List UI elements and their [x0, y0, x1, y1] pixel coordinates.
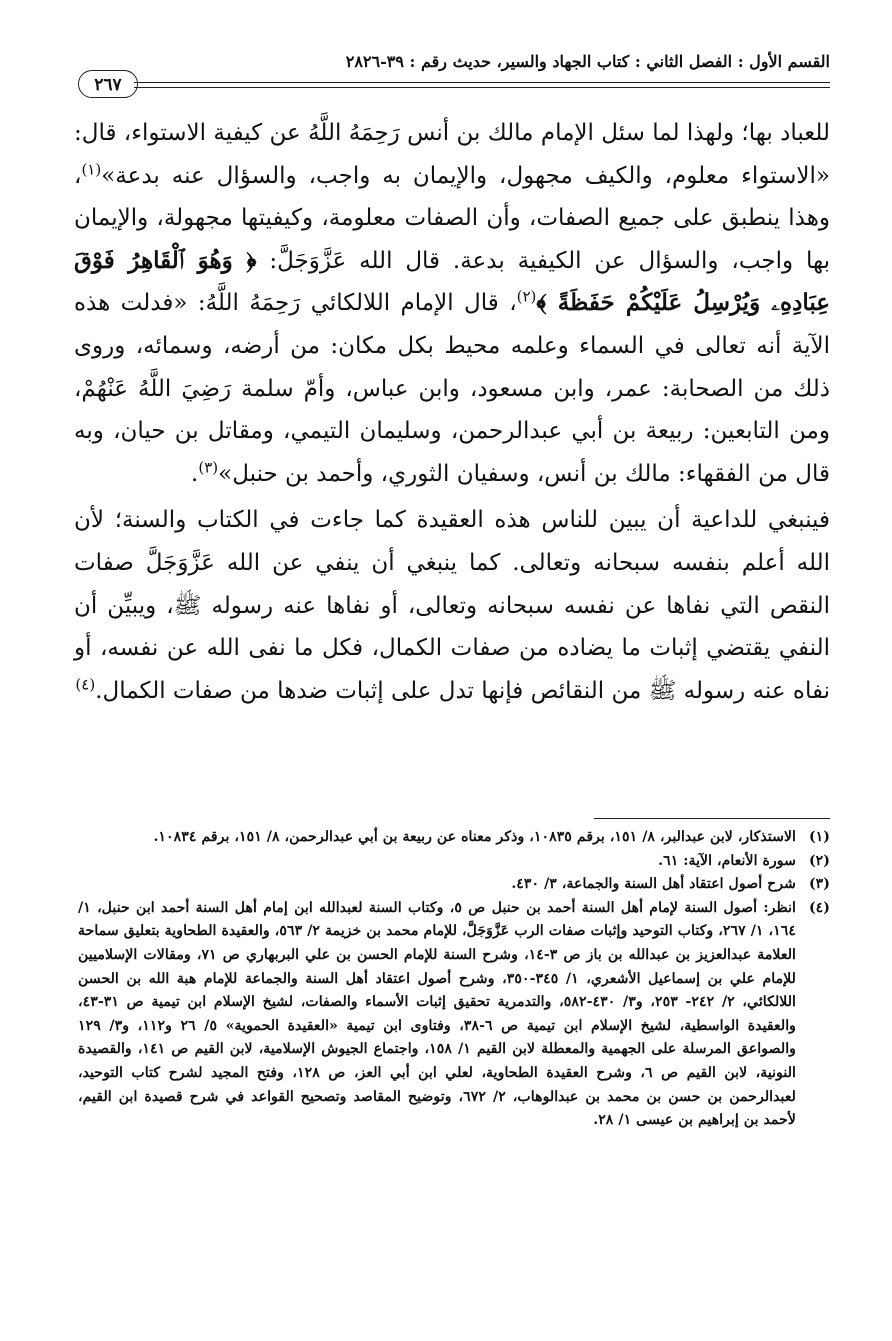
page-number: ٢٦٧	[78, 70, 138, 98]
footnote-ref-3[interactable]: (٣)	[198, 458, 219, 477]
footnote-text: شرح أصول اعتقاد أهل السنة والجماعة، ٣/ ٤٣٠.	[511, 876, 796, 893]
footnote-number: (٤)	[808, 899, 830, 916]
paragraph-1	[74, 112, 830, 495]
footnote-ref-2[interactable]: (٢)	[516, 287, 537, 306]
footnote-2	[78, 850, 830, 874]
footnote-4	[78, 897, 830, 1133]
footnote-text: سورة الأنعام، الآية: ٦١.	[658, 852, 796, 869]
header-rule	[134, 82, 830, 83]
paragraph-text: فينبغي للداعية أن يبين للناس هذه العقيدة كما جاءت في الكتاب والسنة؛ لأن الله أعلم بنفسه سبحانه وتعالى. كما ينبغي أن ينفي عن الله عَزَّوَجَلَّ صفات النقص التي نفاها عن نفسه سبحانه وتعالى، أو نفاها عنه رسوله ﷺ، ويبيِّن أن النفي يقتضي إثبات ما يضاده من صفات الكمال، فكل ما نفى الله عن نفسه، أو نفاه عنه رسوله ﷺ من النقائص فإنها تدل على إثبات ضدها من صفات الكمال.	[74, 507, 830, 704]
running-header	[78, 52, 830, 100]
footnote-number: (٢)	[808, 852, 830, 869]
footnote-ref-4[interactable]: (٤)	[75, 675, 96, 694]
header-rule-double	[134, 87, 830, 88]
footnote-ref-1[interactable]: (١)	[81, 159, 102, 178]
paragraph-text: .	[191, 460, 199, 487]
footnote-number: (١)	[808, 829, 830, 845]
running-title: القسم الأول : الفصل الثاني : كتاب الجهاد والسير، حديث رقم : ٣٩-٢٨٢٦	[345, 52, 830, 71]
paragraph-text: ، قال الإمام اللالكائي رَحِمَهُ اللَّهُ: «فدلت هذه الآية أنه تعالى في السماء وعلمه محيط بكل مكان: من أرضه، وسمائه، وروى ذلك من الصحابة: عمر، وابن مسعود، وابن عباس، وأمّ سلمة رَضِيَ اللَّهُ عَنْهُمْ، ومن التابعين: ربيعة بن أبي عبدالرحمن، وسليمان التيمي، ومقاتل بن حيان، وبه قال من الفقهاء: مالك بن أنس، وسفيان الثوري، وأحمد بن حنبل»	[74, 290, 830, 487]
footnote-text: الاستذكار، لابن عبدالبر، ٨/ ١٥١، برقم ١٠٨٣٥، وذكر معناه عن ربيعة بن أبي عبدالرحمن، ٨/ ١٥١، برقم ١٠٨٣٤.	[153, 829, 796, 845]
paragraph-text: للعباد بها؛ ولهذا لما سئل الإمام مالك بن أنس رَحِمَهُ اللَّهُ عن كيفية الاستواء، قال: «الاستواء معلوم، والكيف مجهول، والإيمان به واجب، والسؤال عنه بدعة»	[74, 120, 830, 189]
footnotes	[78, 826, 830, 1133]
paragraph-2	[74, 499, 830, 712]
footnote-separator	[594, 818, 830, 819]
paragraph-text: ، وهذا ينطبق على جميع الصفات، وأن الصفات معلومة، وكيفيتها مجهولة، والإيمان بها واجب، والسؤال عن الكيفية بدعة. قال الله عَزَّوَجَلَّ:	[74, 162, 831, 274]
footnote-1	[78, 826, 830, 850]
footnote-text: انظر: أصول السنة لإمام أهل السنة أحمد بن حنبل ص ٥، وكتاب السنة لعبدالله ابن إمام أهل السنة أحمد ابن حنبل، ١/ ١٦٤، ١/ ٢٦٧، وكتاب التوحيد وإثبات صفات الرب عَزَّوَجَلَّ، للإمام محمد بن خزيمة ٢/ ٥٦٣، والعقيدة الطحاوية بتعليق سماحة العلامة عبدالعزيز بن عبدالله بن باز ص ٣-١٤، وشرح السنة للإمام الحسن بن علي البربهاري ص ٧١، ومقالات الإسلاميين للإمام علي بن إسماعيل الأشعري، ١/ ٣٤٥-٣٥٠، وشرح أصول اعتقاد أهل السنة والجماعة للإمام هبة الله بن الحسن اللالكائي، ٢/ ٢٤٢- ٢٥٣، و٣/ ٤٣٠-٥٨٢، والتدمرية تحقيق إثبات الأسماء والصفات، لشيخ الإسلام ابن تيمية ص ٣١-٤٣، والعقيدة الواسطية، لشيخ الإسلام ابن تيمية ص ٦-٣٨، وفتاوى ابن تيمية «العقيدة الحموية» ٥/ ٢٦ و١١٢، و٣/ ١٢٩ والصواعق المرسلة على الجهمية والمعطلة لابن القيم ١/ ١٥٨، واجتماع الجيوش الإسلامية، لابن القيم ص ١٤١، والقصيدة النونية، لابن القيم ص ٦، وشرح العقيدة الطحاوية، لعلي ابن أبي العز، ص ١٢٨، وفتح المجيد لشرح كتاب التوحيد، لعبدالرحمن بن حسن بن محمد بن عبدالوهاب، ٢/ ٦٧٢، وتوضيح المقاصد وتصحيح القواعد في شرح قصيدة ابن القيم، لأحمد بن إبراهيم بن عيسى ١/ ٢٨.	[78, 899, 797, 1129]
footnote-3	[78, 873, 830, 897]
quran-verse: ﴿ وَهُوَ ٱلْقَاهِرُ فَوْقَ عِبَادِهِۦ وَيُرْسِلُ عَلَيْكُمْ حَفَظَةً ﴾	[74, 246, 831, 317]
main-text	[74, 112, 830, 712]
footnote-number: (٣)	[808, 876, 830, 893]
